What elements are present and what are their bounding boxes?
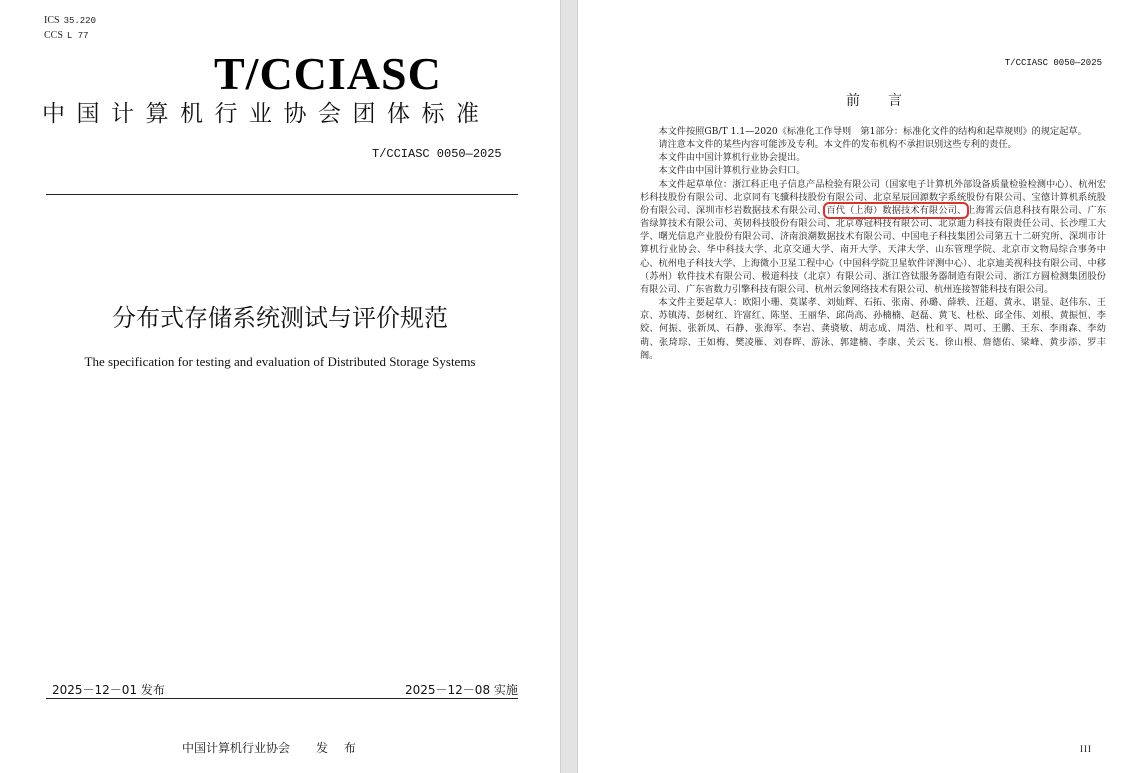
effective-date: 2025－12－08 实施 xyxy=(405,683,518,697)
org-standard-heading: 中国计算机行业协会团体标准 xyxy=(42,101,491,127)
cover-page xyxy=(0,0,560,773)
foreword-body xyxy=(640,125,1106,362)
brand-logo-text: T/CCIASC xyxy=(214,48,442,99)
publisher-line xyxy=(182,739,362,756)
publish-date: 2025－12－01 发布 xyxy=(52,683,165,697)
running-header-standard-number: T/CCIASC 0050—2025 xyxy=(1004,58,1102,68)
ics-code xyxy=(44,15,96,27)
footer-divider xyxy=(46,698,518,699)
foreword-paragraph-basis: 本文件按照GB/T 1.1—2020《标准化工作导则 第1部分：标准化文件的结构和起草规则》的规定起草。 xyxy=(658,126,1087,137)
document-title-cn: 分布式存储系统测试与评价规范 xyxy=(112,304,448,332)
foreword-title: 前言 xyxy=(846,93,930,109)
foreword-paragraph-proposer: 本文件由中国计算机行业协会提出。 xyxy=(658,152,806,164)
page-number: III xyxy=(1080,744,1092,754)
document-title-en: The specification for testing and evaluation of Distributed Storage Systems xyxy=(84,354,476,369)
page-gutter xyxy=(560,0,578,773)
ccs-code xyxy=(44,30,89,42)
foreword-paragraph-responsible: 本文件由中国计算机行业协会归口。 xyxy=(658,165,806,177)
foreword-paragraph-drafters: 本文件主要起草人：欧阳小珊、莫谋孝、刘灿辉、石拓、张南、孙璐、薛轶、汪超、黄永、谌显、赵伟东、王京、苏镇涛、彭树红、许富红、陈坚、王丽华、邱尚高、孙楠楠、赵磊、黄飞、杜松、邱全伟、刘根、黄振恒、李姣、何振、张新凤、石静、张海军、李岩、龚骁敏、胡志成、周浩、杜和平、周可、王鹏、王东、李雨森、李幼萌、张琦琮、王如梅、樊凌雁、刘春晖、游泳、郭建楠、李康、关云飞、徐山根、詹德佑、梁峰、黄步添、罗丰阁。 xyxy=(640,297,1106,361)
publisher-action: 发 布 xyxy=(316,741,362,755)
ccs-label: CCS xyxy=(44,30,63,41)
foreword-paragraph-patent: 请注意本文件的某些内容可能涉及专利。本文件的发布机构不承担识别这些专利的责任。 xyxy=(658,139,1017,151)
header-divider xyxy=(46,194,518,195)
ccs-value: L 77 xyxy=(66,31,89,41)
ics-value: 35.220 xyxy=(63,16,96,26)
ics-label: ICS xyxy=(44,15,60,26)
highlighted-company: 百代（上海）数据技术有限公司、 xyxy=(826,204,967,216)
drafting-units-before: 本文件起草单位：浙江科正电子信息产品检验有限公司（国家电子计算机外部设备质量检验检测中心）、杭州宏杉科技股份有限公司、北京同有飞骥科技股份有限公司、北京星辰回源数字系统股份有限公司、宝德计算机系统股份有限公司、深圳市杉岩数据技术有限公司、 xyxy=(640,178,1106,216)
drafting-units-after: 上海霄云信息科技有限公司、广东省绿算技术有限公司、英韧科技股份有限公司、北京尊冠科技有限公司、北京迪力科技有限责任公司、长沙理工大学、曙光信息产业股份有限公司、济南浪潮数据技术有限公司、中国电子科技集团公司第五十二研究所、深圳市计算机行业协会、华中科技大学、北京交通大学、南开大学、天津大学、山东管理学院、北京市文物局综合事务中心、杭州电子科技大学、上海微小卫星工程中心（中国科学院卫星软件评测中心）、北京迪美视科技有限公司、中移（苏州）软件技术有限公司、极道科技（北京）有限公司、浙江咨钛服务器制造有限公司、浙江方圆检测集团股份有限公司、广东省数力引擎科技有限公司、杭州云象网络技术有限公司、杭州连接智能科技有限公司。 xyxy=(640,204,1107,295)
foreword-paragraph-drafting-units xyxy=(640,178,1106,296)
foreword-page xyxy=(578,0,1146,773)
standard-number: T/CCIASC 0050—2025 xyxy=(372,147,502,161)
publisher-org: 中国计算机行业协会 xyxy=(182,741,291,755)
